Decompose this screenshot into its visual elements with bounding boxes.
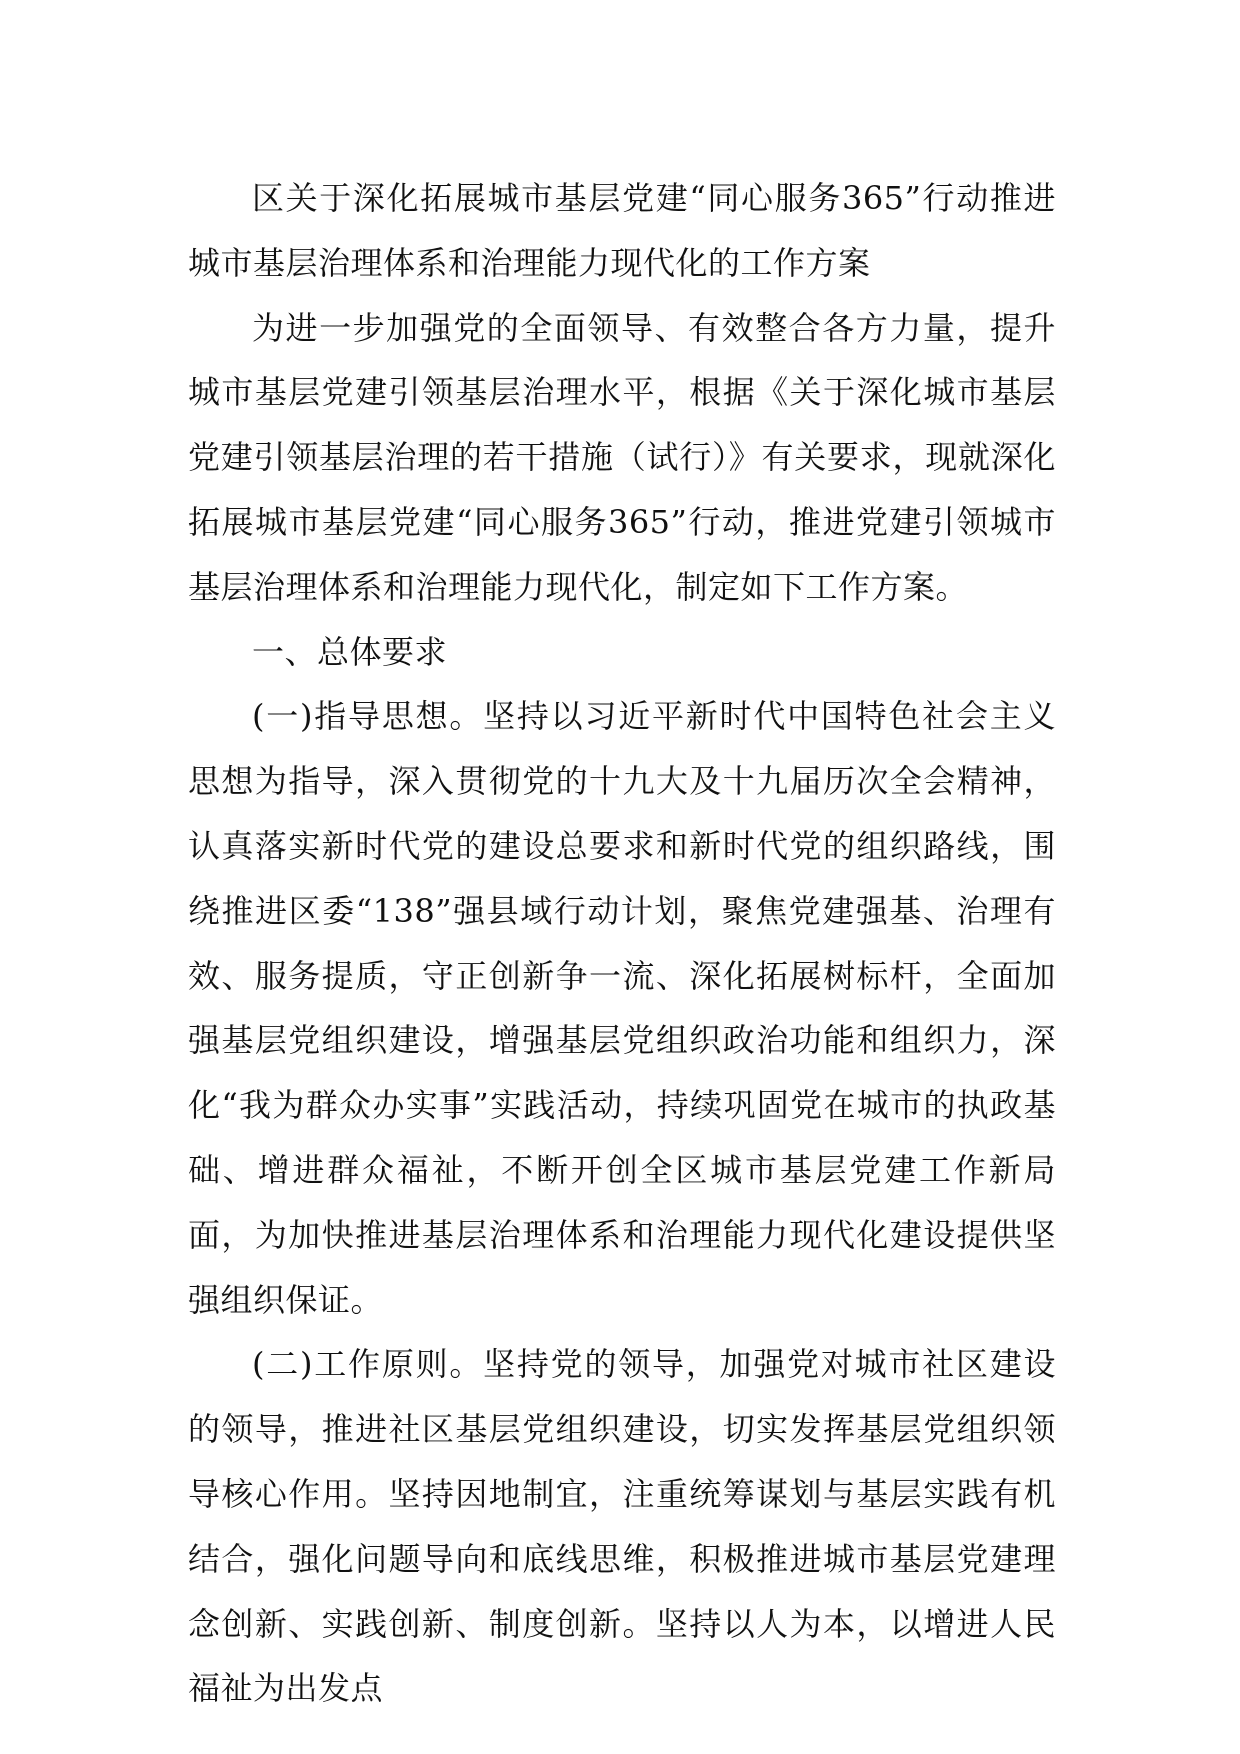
guiding-ideology-paragraph: (一)指导思想。坚持以习近平新时代中国特色社会主义思想为指导，深入贯彻党的十九大及十九届历次全会精神，认真落实新时代党的建设总要求和新时代党的组织路线，围绕推进区委“138”强县域行动计划，聚焦党建强基、治理有效、服务提质，守正创新争一流、深化拓展树标杆，全面加强基层党组织建设，增强基层党组织政治功能和组织力，深化“我为群众办实事”实践活动，持续巩固党在城市的执政基础、增进群众福祉，不断开创全区城市基层党建工作新局面，为加快推进基层治理体系和治理能力现代化建设提供坚强组织保证。 bbox=[188, 697, 1056, 1319]
intro-paragraph: 为进一步加强党的全面领导、有效整合各方力量，提升城市基层党建引领基层治理水平，根据《关于深化城市基层党建引领基层治理的若干措施（试行）》有关要求，现就深化拓展城市基层党建“同心服务365”行动，推进党建引领城市基层治理体系和治理能力现代化，制定如下工作方案。 bbox=[188, 308, 1056, 606]
working-principles-paragraph: (二)工作原则。坚持党的领导，加强党对城市社区建设的领导，推进社区基层党组织建设，切实发挥基层党组织领导核心作用。坚持因地制宜，注重统筹谋划与基层实践有机结合，强化问题导向和底线思维，积极推进城市基层党建理念创新、实践创新、制度创新。坚持以人为本，以增进人民福祉为出发点 bbox=[188, 1345, 1056, 1708]
section-heading-general-requirements: 一、总体要求 bbox=[252, 632, 448, 671]
document-title: 区关于深化拓展城市基层党建“同心服务365”行动推进城市基层治理体系和治理能力现代化的工作方案 bbox=[188, 179, 1056, 282]
